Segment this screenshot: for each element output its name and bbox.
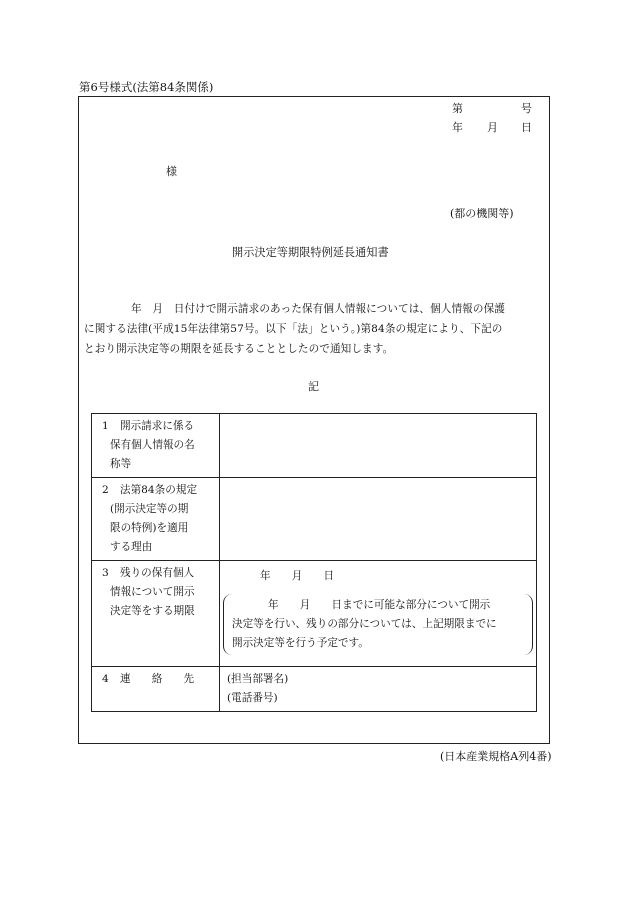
- number-suffix: 号: [521, 102, 532, 115]
- table-row: [92, 478, 537, 561]
- row-value-empty[interactable]: [220, 414, 537, 478]
- body-line-2: に関する法律(平成15年法律第57号。以下「法」という。)第84条の規定により、下記の: [84, 323, 503, 335]
- sender-name: (都の機関等): [450, 207, 514, 220]
- date-month: 月: [487, 121, 498, 134]
- row-number: 2: [102, 484, 109, 496]
- body-line-3: とおり開示決定等の期限を延長することとしたので通知します。: [84, 343, 394, 355]
- deadline-date: 年 月 日: [260, 570, 335, 582]
- body-paragraph: [84, 299, 548, 359]
- note-line: 決定等を行い、残りの部分については、上記期限までに: [232, 618, 497, 630]
- label-line: 称等: [110, 458, 132, 470]
- document-title: 開示決定等期限特例延長通知書: [232, 246, 389, 259]
- contact-department: (担当部署名): [227, 673, 289, 685]
- label-line: 開示請求に係る: [120, 420, 195, 432]
- row-number: 3: [102, 567, 109, 579]
- table-row: [92, 667, 537, 712]
- label-line: する理由: [110, 541, 153, 553]
- label-line: 決定等をする期限: [110, 605, 195, 617]
- label-line: 連 絡 先: [120, 673, 195, 685]
- row-label: [92, 667, 220, 712]
- form-label: 第6号様式(法第84条関係): [79, 80, 214, 94]
- ki-heading: 記: [308, 380, 319, 393]
- row-number: 4: [102, 673, 109, 685]
- partial-disclosure-note: [223, 594, 533, 655]
- row-value-empty[interactable]: [220, 478, 537, 561]
- note-line: 年 月 日までに可能な部分について開示: [268, 599, 491, 611]
- details-table: [91, 413, 537, 712]
- paper-size-note: (日本産業規格A列4番): [440, 750, 552, 763]
- note-line: 開示決定等を行う予定です。: [232, 637, 369, 649]
- contact-cell[interactable]: [220, 667, 537, 712]
- deadline-cell[interactable]: [220, 561, 537, 667]
- label-line: 情報について開示: [110, 586, 195, 598]
- date-day: 日: [521, 121, 532, 134]
- addressee-suffix: 様: [166, 165, 177, 178]
- row-label: [92, 478, 220, 561]
- date-year: 年: [452, 121, 463, 134]
- table-row: [92, 561, 537, 667]
- row-label: [92, 414, 220, 478]
- row-number: 1: [102, 420, 109, 432]
- number-prefix: 第: [452, 102, 463, 115]
- row-label: [92, 561, 220, 667]
- body-line-1: 年 月 日付けで開示請求のあった保有個人情報については、個人情報の保護: [131, 303, 505, 315]
- label-line: 残りの保有個人: [120, 567, 195, 579]
- contact-phone: (電話番号): [227, 692, 278, 704]
- label-line: 保有個人情報の名: [110, 439, 195, 451]
- table-row: [92, 414, 537, 478]
- label-line: 限の特例)を適用: [110, 522, 189, 534]
- label-line: 法第84条の規定: [120, 484, 198, 496]
- label-line: (開示決定等の期: [110, 503, 189, 515]
